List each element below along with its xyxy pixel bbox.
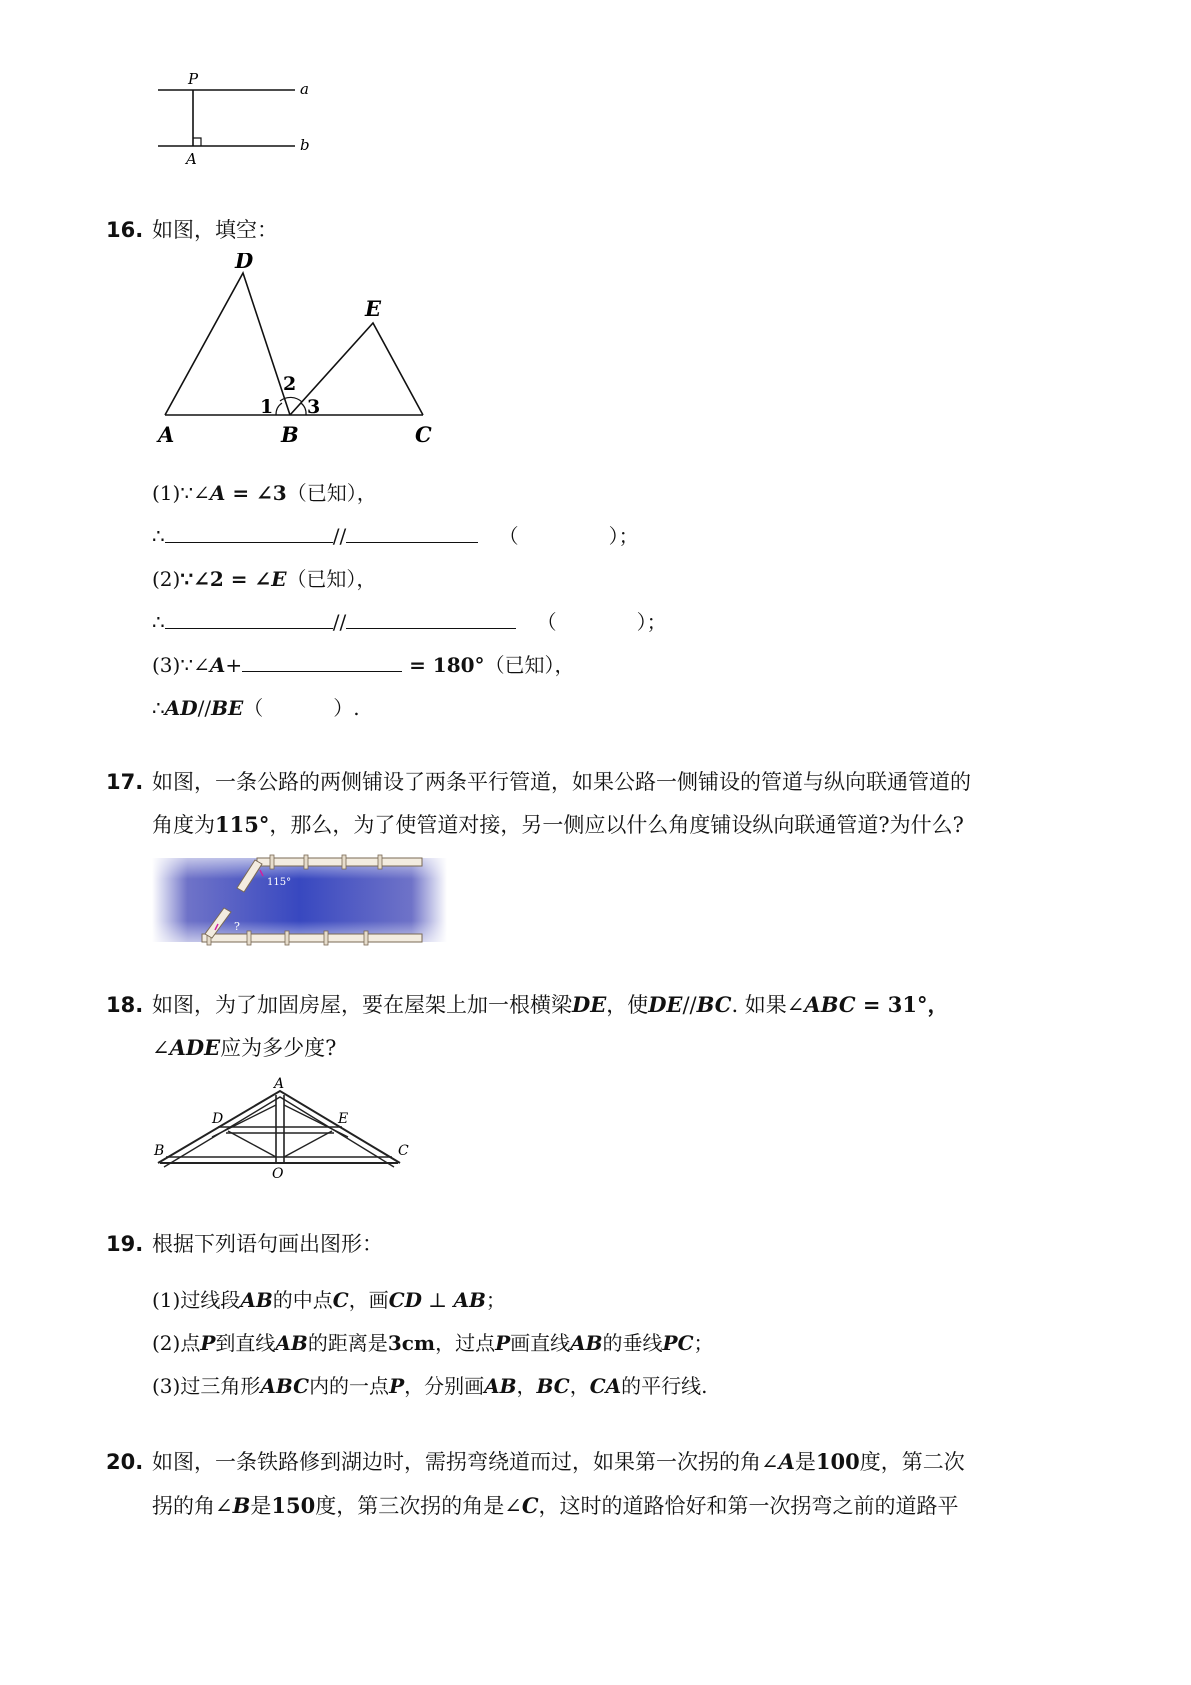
q20-line-1: 如图，一条铁路修到湖边时，需拐弯绕道而过，如果第一次拐的角∠A是100度，第二次 bbox=[152, 1449, 965, 1474]
truss-label-e: E bbox=[338, 1111, 349, 1127]
q16-line-1: (1)∵∠A = ∠3（已知）， bbox=[152, 481, 377, 505]
blank-3[interactable] bbox=[165, 608, 333, 629]
angle-unknown-label: ? bbox=[234, 920, 240, 933]
label-a-point: A bbox=[186, 150, 197, 168]
q16-line-6: ∴AD//BE（ ）. bbox=[152, 696, 360, 720]
blank-4[interactable] bbox=[346, 608, 516, 629]
truss-label-b: B bbox=[154, 1143, 165, 1159]
q16-line-5: (3)∵∠A+ = 180°（已知）， bbox=[152, 653, 575, 677]
q19-item-1: (1)过线段AB的中点C，画CD ⊥ AB； bbox=[152, 1288, 506, 1312]
angle-115-label: 115° bbox=[267, 877, 292, 888]
q16-line-2: ∴ // （ ）； bbox=[152, 524, 639, 548]
label-angle-1: 1 bbox=[260, 396, 274, 418]
q18-line-2: ∠ADE应为多少度? bbox=[152, 1035, 337, 1060]
figure-road-pipes bbox=[152, 850, 447, 950]
label-d: D bbox=[235, 253, 254, 273]
truss-label-o: O bbox=[272, 1166, 284, 1180]
label-line-b: b bbox=[300, 136, 310, 154]
label-b: B bbox=[281, 422, 299, 447]
label-e: E bbox=[365, 296, 382, 321]
q20-line-2: 拐的角∠B是150度，第三次拐的角是∠C，这时的道路恰好和第一次拐弯之前的道路平 bbox=[152, 1493, 959, 1518]
q17-number: 17. bbox=[106, 770, 144, 794]
q18-line-1: 如图，为了加固房屋，要在屋架上加一根横梁DE，使DE//BC. 如果∠ABC = 31°， bbox=[152, 992, 949, 1017]
label-angle-2: 2 bbox=[283, 373, 297, 395]
blank-1[interactable] bbox=[165, 522, 333, 543]
q19-item-3: (3)过三角形ABC内的一点P，分别画AB，BC，CA的平行线. bbox=[152, 1374, 708, 1398]
label-a: A bbox=[158, 422, 175, 447]
q19-stem: 根据下列语句画出图形： bbox=[152, 1232, 383, 1256]
q17-line-2: 角度为115°，那么，为了使管道对接，另一侧应以什么角度铺设纵向联通管道?为什么? bbox=[152, 812, 964, 837]
label-c: C bbox=[415, 422, 432, 447]
label-angle-3: 3 bbox=[307, 396, 321, 418]
truss-label-a: A bbox=[274, 1076, 285, 1092]
truss-label-d: D bbox=[212, 1111, 224, 1127]
q19-number: 19. bbox=[106, 1232, 144, 1256]
q18-number: 18. bbox=[106, 993, 144, 1017]
q20-number: 20. bbox=[106, 1450, 144, 1474]
blank-2[interactable] bbox=[346, 522, 478, 543]
q16-number: 16. bbox=[106, 218, 144, 242]
q19-item-2: (2)点P到直线AB的距离是3cm，过点P画直线AB的垂线PC； bbox=[152, 1331, 714, 1355]
q16-line-3: (2)∵∠2 = ∠E（已知）， bbox=[152, 567, 377, 591]
figure-roof-truss bbox=[152, 1075, 412, 1180]
q16-line-4: ∴ // （ ）； bbox=[152, 610, 667, 634]
figure-two-triangles bbox=[155, 253, 445, 448]
truss-label-c: C bbox=[398, 1143, 409, 1159]
q16-stem: 如图，填空： bbox=[152, 218, 278, 242]
label-line-a: a bbox=[300, 80, 309, 98]
figure-parallel-lines-pa bbox=[150, 68, 320, 168]
label-p: P bbox=[188, 70, 199, 88]
q17-line-1: 如图，一条公路的两侧铺设了两条平行管道，如果公路一侧铺设的管道与纵向联通管道的 bbox=[152, 770, 971, 794]
blank-5[interactable] bbox=[242, 651, 402, 672]
